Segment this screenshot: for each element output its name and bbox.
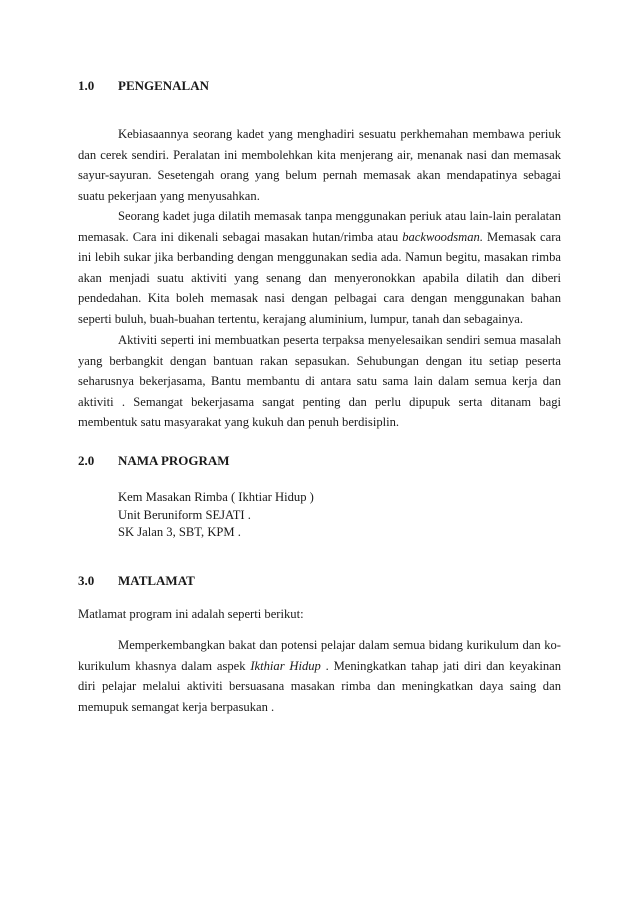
- paragraph-text: Matlamat program ini adalah seperti berikut:: [78, 607, 304, 621]
- paragraph-matlamat: [78, 635, 561, 717]
- paragraph-text: . Meningkatkan tahap jati diri dan keyakinan diri pelajar melalui aktiviti bersuasana masakan rimba dan meningkatkan daya saing dan memupuk semangat kerja berpasukan .: [78, 658, 561, 714]
- matlamat-intro: [78, 604, 561, 625]
- section-heading-matlamat: [78, 573, 195, 589]
- paragraph-text: Aktiviti seperti ini membuatkan peserta terpaksa menyelesaikan sendiri semua masalah yang berbangkit dengan bantuan rakan sepasukan. Sehubungan dengan itu setiap peserta seharusnya bekerjasama, Bantu membantu di antara satu sama lain dalam semua kerja dan aktiviti . Semangat bekerjasama sangat penting dan perlu dipupuk serta ditanam bagi membentuk satu masyarakat yang kukuh dan penuh berdisiplin.: [78, 333, 561, 429]
- section-number: 2.0: [78, 453, 95, 468]
- section-heading-nama-program: [78, 453, 230, 469]
- section-number: 1.0: [78, 78, 95, 93]
- program-school-line: SK Jalan 3, SBT, KPM .: [118, 525, 241, 539]
- section-number: 3.0: [78, 573, 95, 588]
- section-title: PENGENALAN: [118, 78, 210, 93]
- paragraph-intro-2: [78, 206, 561, 329]
- paragraph-text: Memasak cara ini lebih sukar jika berbanding dengan menggunakan sedia ada. Namun begitu, masakan rimba akan menjadi suatu aktiviti yang senang dan menyeronokkan apabila dilatih dan diberi pendedahan. Kita boleh memasak nasi dengan pelbagai cara dengan menggunakan bahan seperti buluh, buah-buahan tertentu, kerajang aluminium, lumpur, tanah dan sebagainya.: [78, 229, 561, 326]
- paragraph-text: Memperkembangkan bakat dan potensi pelajar dalam semua bidang kurikulum dan ko-kurikulum khasnya dalam aspek: [78, 638, 561, 673]
- paragraph-intro-3: [78, 330, 561, 433]
- italic-term: Ikthiar Hidup: [250, 658, 321, 673]
- paragraph-text: Seorang kadet juga dilatih memasak tanpa menggunakan periuk atau lain-lain peralatan memasak. Cara ini dikenali sebagai masakan hutan/rimba atau: [78, 209, 561, 244]
- program-unit-line: Unit Beruniform SEJATI .: [118, 508, 251, 522]
- paragraph-intro-1: [78, 124, 561, 206]
- paragraph-text: Kebiasaannya seorang kadet yang menghadiri sesuatu perkhemahan membawa periuk dan cerek sendiri. Peralatan ini membolehkan kita menjerang air, menanak nasi dan memasak sayur-sayuran. Sesetengah orang yang belum pernah memasak akan mendapatinya sebagai suatu pekerjaan yang menyusahkan.: [78, 127, 561, 203]
- program-name-line: Kem Masakan Rimba ( Ikhtiar Hidup ): [118, 490, 314, 504]
- section-heading-pengenalan: [78, 78, 209, 94]
- section-title: NAMA PROGRAM: [118, 453, 230, 468]
- italic-term: backwoodsman.: [402, 229, 484, 244]
- section-title: MATLAMAT: [118, 573, 195, 588]
